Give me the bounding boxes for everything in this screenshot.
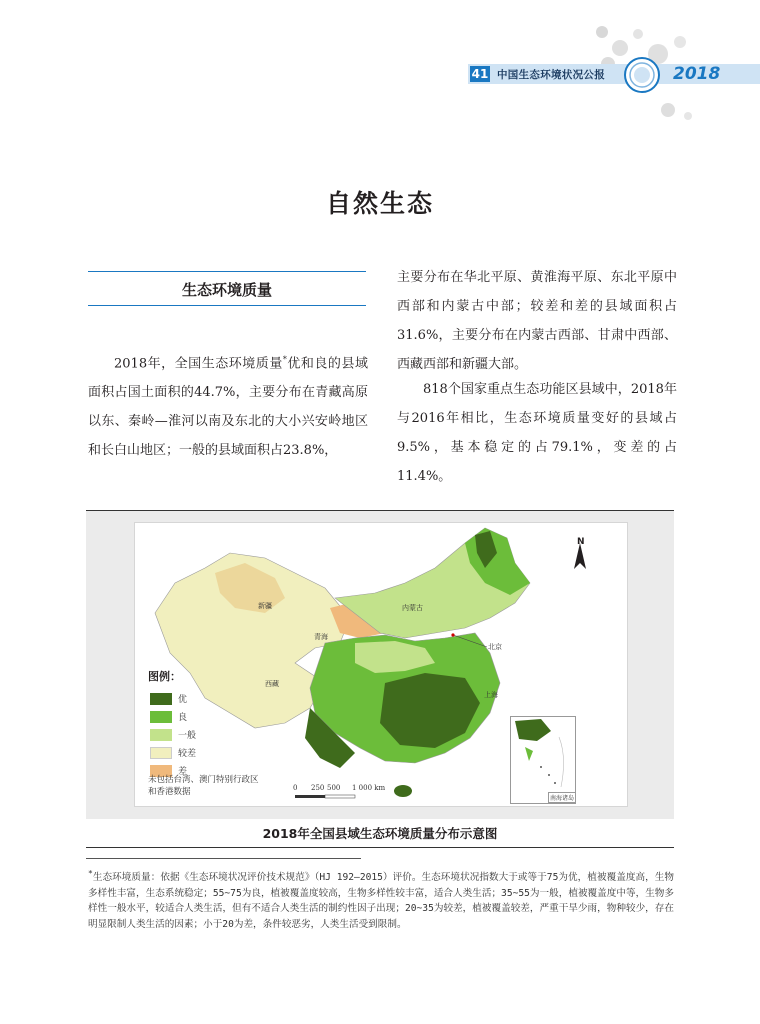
section-rule-bottom: [88, 305, 366, 306]
legend-item-poor: 差: [150, 764, 187, 777]
legend-swatch: [150, 711, 172, 723]
scale-label-500: 500: [327, 784, 341, 792]
map-label-tibet: 西藏: [265, 680, 279, 688]
figure-rule-bottom: [86, 847, 674, 848]
map-label-shanghai: 上海: [484, 691, 498, 699]
map-label-xinjiang: 新疆: [258, 602, 272, 610]
scale-label-0: 0: [293, 784, 298, 792]
legend-title: 图例：: [148, 670, 181, 683]
legend-item-fair: 一般: [150, 728, 196, 741]
map-island-hainan: [394, 785, 412, 797]
footnote: *生态环境质量：依据《生态环境状况评价技术规范》（HJ 192—2015）评价。生态环境状况指数大于或等于75为优，植被覆盖度高，生物多样性丰富，生态系统稳定；55~75为良，植被覆盖度较高，生物多样性较丰富，适合人类生活；35~55为一般，植被覆盖度中等，生物多样性一般水平，较适合人类生活，但有不适合人类生活的制约性因子出现；20~35为较差，植被覆盖较差，严重干旱少雨，物种较少，存在明显限制人类生活的因素；小于20为差，条件较恶劣，人类生活受到限制。: [88, 869, 674, 930]
map-label-inner-mongolia: 内蒙古: [402, 604, 423, 612]
map-note: 未包括台湾、澳门特别行政区 和香港数据: [148, 775, 259, 797]
map-label-qinghai: 青海: [314, 633, 328, 641]
page-title: 自然生态: [325, 189, 434, 218]
header-year: 2018: [673, 64, 721, 84]
footnote-marker: *: [88, 869, 93, 878]
map-label-beijing: 北京: [488, 643, 502, 651]
header-ring-icon: [623, 56, 661, 94]
scale-label-250: 250: [311, 784, 325, 792]
footnote-rule: [86, 858, 361, 859]
south-china-sea-inset: [510, 716, 576, 804]
legend-swatch: [150, 729, 172, 741]
north-label: N: [577, 537, 585, 547]
section-rule-top: [88, 271, 366, 272]
scale-label-1000: 1 000 km: [352, 784, 386, 792]
legend-swatch: [150, 747, 172, 759]
inset-label: 南海诸岛: [548, 792, 576, 803]
inset-map: [511, 717, 575, 803]
legend-swatch: [150, 693, 172, 705]
paragraph-1: 2018年，全国生态环境质量*优和良的县域面积占国土面积的44.7%，主要分布在青藏高原以东、秦岭—淮河以南及东北的大小兴安岭地区和长白山地区；一般的县域面积占23.8%，: [88, 355, 368, 459]
section-title: 生态环境质量: [181, 281, 272, 299]
figure-caption: 2018年全国县域生态环境质量分布示意图: [262, 826, 498, 841]
page-number: 41: [471, 67, 489, 81]
legend-item-excellent: 优: [150, 692, 187, 705]
publication-title: 中国生态环境状况公报: [497, 69, 605, 81]
paragraph-2: 818个国家重点生态功能区县域中，2018年与2016年相比，生态环境质量变好的县域占9.5%，基本稳定的占79.1%，变差的占11.4%。: [397, 382, 677, 484]
paragraph-1-continued: 主要分布在华北平原、黄淮海平原、东北平原中西部和内蒙古中部；较差和差的县域面积占31.6%，主要分布在内蒙古西部、甘肃中西部、西藏西部和新疆大部。: [397, 270, 677, 372]
legend-item-relatively-poor: 较差: [150, 746, 196, 759]
footnote-ref: *: [282, 355, 287, 364]
legend-item-good: 良: [150, 710, 187, 723]
